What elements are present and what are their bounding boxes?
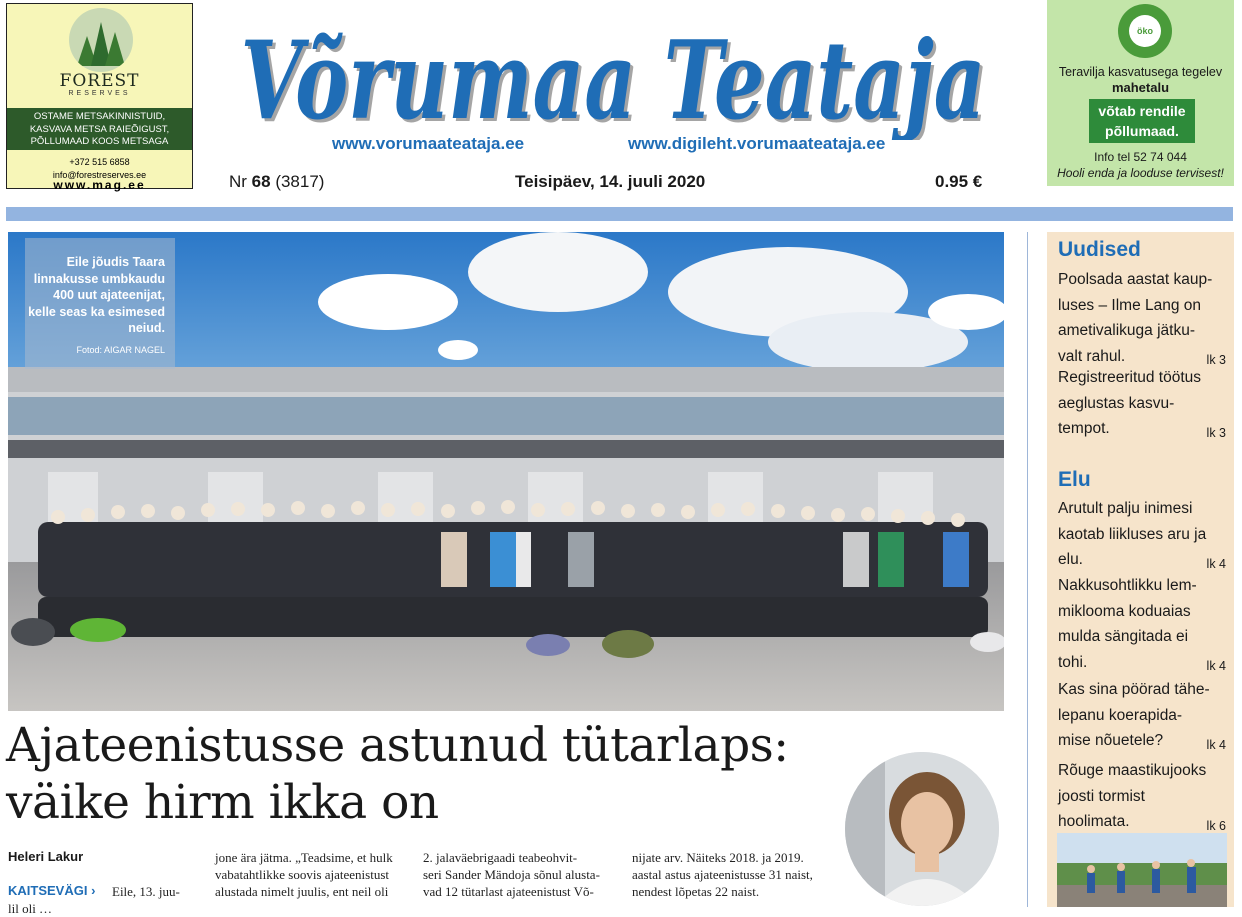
page-reference: lk 3	[1206, 353, 1226, 367]
organic-farm-ad[interactable]	[1047, 0, 1234, 186]
ad-text: Teravilja kasvatusega tegelev	[1058, 65, 1223, 79]
svg-text:Võrumaa Teataja: Võrumaa Teataja	[240, 18, 986, 140]
masthead-title	[228, 0, 998, 140]
article-column-4: nijate arv. Näiteks 2018. ja 2019. aastal astus ajateenistusse 31 naist, nendest lõpetas 22 naist.	[632, 850, 813, 899]
sidebar-news-item[interactable]: Registreeritud töötus aeglustas kasvu- tempot. lk 3	[1058, 369, 1226, 440]
ad-line: OSTAME METSAKINNISTUID,	[33, 111, 166, 122]
article-column-2: jone ära jätma. „Teadsime, et hulk vabatahtlikke soovis ajateenistust alustada nimelt juulis, ent neil oli	[215, 850, 393, 899]
article-author: Heleri Lakur	[8, 849, 84, 864]
ad-offer-band	[7, 108, 192, 150]
header-divider-bar	[6, 207, 1233, 221]
ad-text-bold: mahetalu	[1111, 80, 1170, 95]
section-title-elu: Elu	[1058, 468, 1091, 491]
page-reference: lk 4	[1206, 659, 1226, 673]
sidebar-news-item[interactable]: Kas sina pöörad tähe- lepanu koerapida- mise nõuetele? lk 4	[1058, 681, 1226, 752]
sidebar-race-photo[interactable]	[1057, 833, 1227, 907]
website-link[interactable]: www.vorumaateataja.ee	[332, 134, 525, 153]
issue-number: Nr 68 (3817)	[229, 172, 325, 191]
photo-credit: Fotod: AIGAR NAGEL	[76, 345, 165, 355]
svg-text:Võrumaa Teataja: Võrumaa Teataja	[243, 21, 989, 140]
issue-price: 0.95 €	[935, 172, 983, 191]
digital-edition-link[interactable]: www.digileht.vorumaateataja.ee	[628, 134, 886, 153]
issue-date: Teisipäev, 14. juuli 2020	[515, 172, 706, 191]
ad-email: info@forestreserves.ee	[52, 170, 147, 180]
sidebar	[1047, 232, 1234, 907]
page-reference: lk 6	[1206, 818, 1226, 833]
page-reference: lk 4	[1206, 556, 1226, 571]
article-column-3: 2. jalaväebrigaadi teabeohvit- seri Sander Mändoja sõnul alusta- vad 12 tütarlast ajateenistust Võ-	[423, 850, 600, 899]
portrait-photo[interactable]	[845, 752, 999, 906]
sidebar-news-item[interactable]: Poolsada aastat kaup- luses – Ilme Lang on ametivalikuga jätku- valt rahul. lk 3	[1058, 271, 1226, 367]
photo-caption	[25, 238, 175, 369]
sidebar-news-item[interactable]: Arutult palju inimesi kaotab liikluses aru ja elu. lk 4	[1058, 500, 1226, 571]
article-column-1b: lil oli …	[8, 901, 53, 916]
page-reference: lk 4	[1206, 737, 1226, 752]
forest-reserves-ad[interactable]	[6, 3, 193, 192]
section-title-uudised: Uudised	[1058, 238, 1141, 261]
ad-slogan: Hooli enda ja looduse tervisest!	[1057, 166, 1224, 180]
ad-phone: +372 515 6858	[69, 157, 130, 167]
ad-brand-sub: RESERVES	[68, 90, 131, 97]
oko-logo-icon: öko	[1118, 4, 1172, 58]
ad-phone: Info tel 52 74 044	[1094, 150, 1187, 164]
ad-site: www.mag.ee	[53, 178, 146, 192]
ad-line: PÕLLUMAAD KOOS METSAGA	[30, 136, 169, 147]
article-headline[interactable]: Ajateenistusse astunud tütarlaps: väike hirm ikka on	[6, 718, 789, 830]
article-column-1: Eile, 13. juu-	[112, 884, 180, 899]
masthead	[228, 0, 998, 140]
sidebar-news-item[interactable]: Nakkusohtlikku lem- miklooma koduaias mulda sängitada ei tohi. lk 4	[1058, 577, 1226, 673]
ad-highlight-box: võtab rendile põllumaad.	[1089, 99, 1195, 143]
ad-line: KASVAVA METSA RAIEÕIGUST,	[29, 123, 170, 135]
article-kicker: KAITSEVÄGI ›	[8, 883, 96, 898]
forest-trees-logo	[69, 8, 133, 72]
sidebar-divider	[1027, 232, 1028, 907]
sidebar-news-item[interactable]: Rõuge maastikujooks joosti tormist hoolimata. lk 6	[1058, 762, 1226, 833]
ad-brand: FOREST	[59, 71, 140, 91]
page-reference: lk 3	[1206, 425, 1226, 440]
caption-text: Eile jõudis Taara linnakusse umbkaudu 400 uut ajateenijat, kelle seas ka esimesed neiud.	[28, 255, 165, 335]
